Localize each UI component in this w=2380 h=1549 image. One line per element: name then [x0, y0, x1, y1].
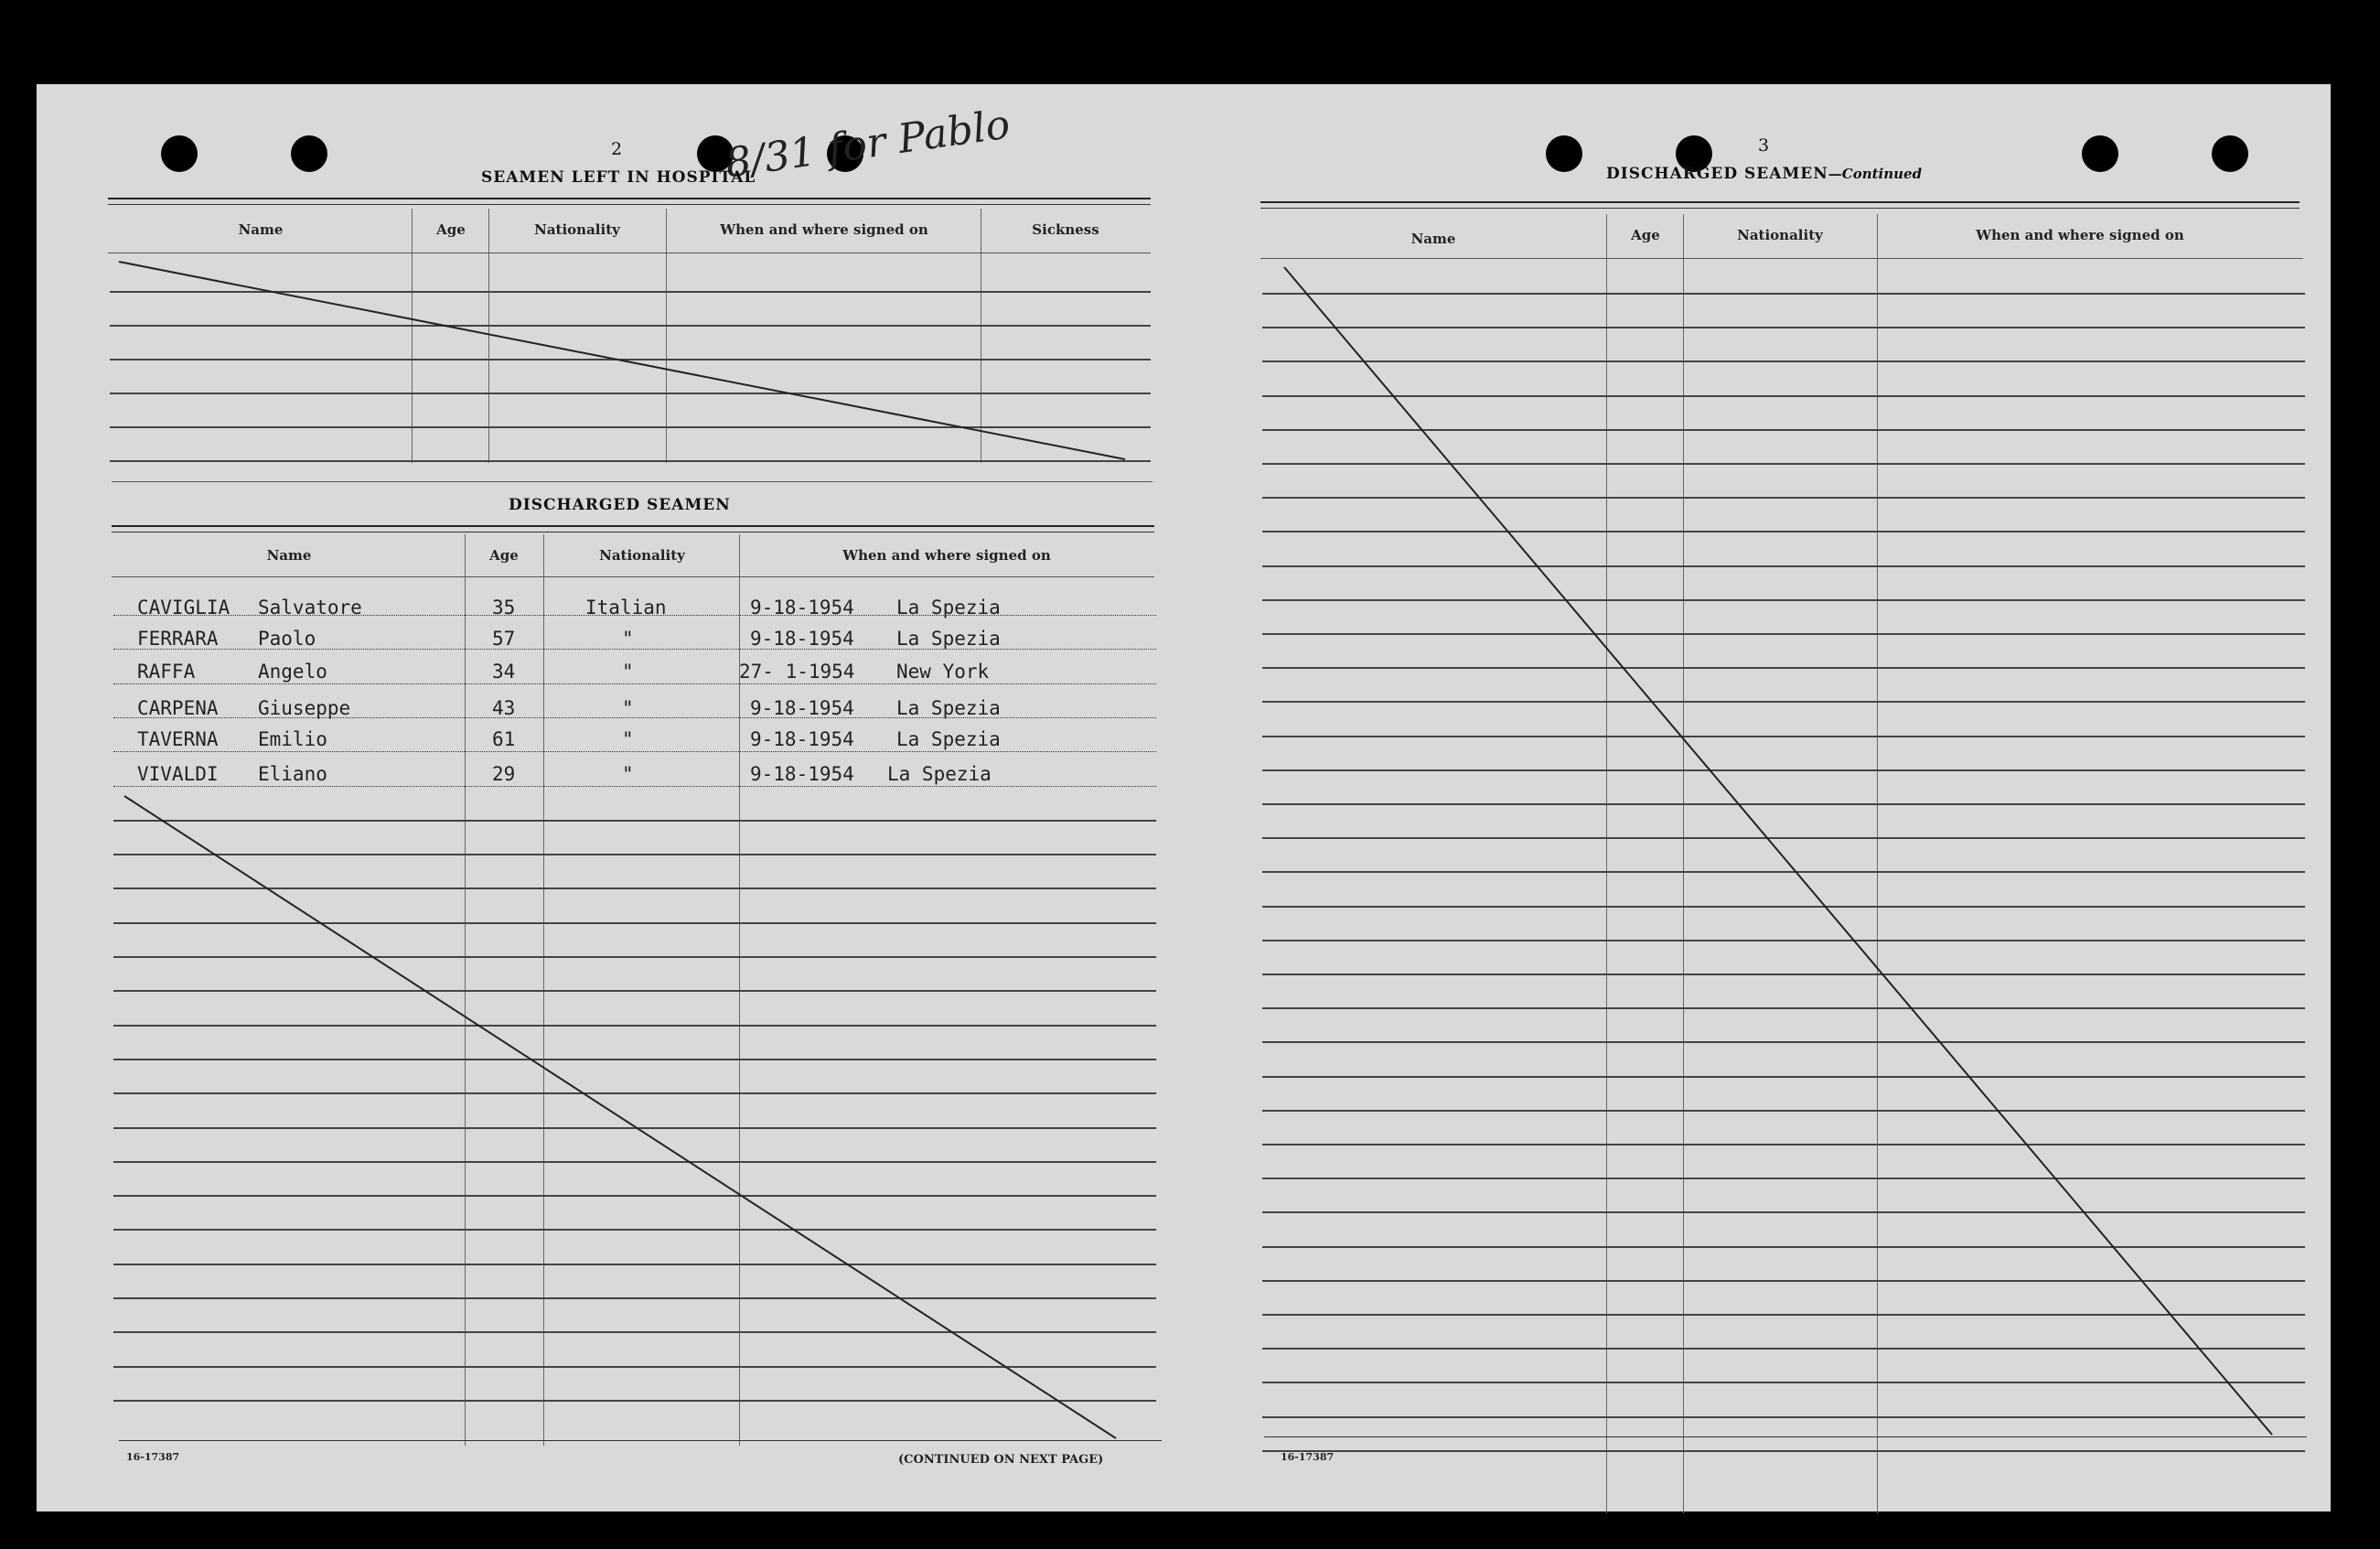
seaman-nationality: "	[622, 628, 634, 650]
left-cancel-lines	[37, 84, 1184, 1511]
seaman-given-name: Emilio	[258, 728, 327, 750]
form-number: 16-17387	[126, 1451, 180, 1463]
discharged-col-nationality: Nationality	[599, 547, 685, 564]
signed-on-date: 9-18-1954	[750, 763, 854, 785]
signed-on-place: New York	[896, 661, 990, 683]
signed-on-place: La Spezia	[896, 597, 1001, 619]
signed-on-date: 9-18-1954	[750, 728, 854, 750]
signed-on-date: 9-18-1954	[750, 697, 854, 719]
right-section-title-text: DISCHARGED SEAMEN	[1606, 165, 1828, 183]
seaman-surname: CARPENA	[137, 697, 219, 719]
left-page	[37, 84, 1184, 1511]
seaman-age: 35	[492, 597, 516, 619]
seaman-age: 61	[492, 728, 516, 750]
right-col-name: Name	[1410, 231, 1456, 247]
signed-on-date: 9-18-1954	[750, 628, 854, 650]
seaman-nationality: "	[622, 763, 634, 785]
right-section-title-suffix: —Continued	[1828, 166, 1923, 182]
hospital-col-nationality: Nationality	[534, 221, 620, 238]
signed-on-date: 9-18-1954	[750, 597, 854, 619]
document-sheet	[37, 84, 2331, 1511]
seaman-age: 57	[492, 628, 516, 650]
discharged-col-signed-on: When and where signed on	[842, 547, 1051, 564]
seaman-given-name: Salvatore	[258, 597, 362, 619]
right-col-age: Age	[1631, 227, 1660, 243]
seaman-nationality: "	[622, 661, 634, 683]
discharged-section-title: DISCHARGED SEAMEN	[509, 496, 731, 514]
seaman-age: 34	[492, 661, 516, 683]
handwritten-note: 8/31 for Pablo	[722, 101, 1013, 188]
seaman-given-name: Angelo	[258, 661, 327, 683]
discharged-col-name: Name	[266, 547, 312, 564]
seaman-given-name: Eliano	[258, 763, 327, 785]
signed-on-place: La Spezia	[896, 697, 1001, 719]
page-number: 2	[611, 139, 623, 159]
seaman-age: 43	[492, 697, 516, 719]
right-cancel-lines	[1184, 84, 2331, 1511]
seaman-given-name: Giuseppe	[258, 697, 351, 719]
right-col-signed-on: When and where signed on	[1976, 227, 2184, 243]
hospital-col-sickness: Sickness	[1032, 221, 1099, 238]
signed-on-place: La Spezia	[896, 628, 1001, 650]
signed-on-place: La Spezia	[887, 763, 992, 785]
right-col-nationality: Nationality	[1737, 227, 1823, 243]
form-number: 16-17387	[1281, 1451, 1335, 1463]
right-cancel-line	[1284, 267, 2272, 1435]
discharged-cancel-line	[124, 796, 1116, 1438]
seaman-nationality: Italian	[585, 597, 667, 619]
seaman-given-name: Paolo	[258, 628, 316, 650]
seaman-surname: TAVERNA	[137, 728, 219, 750]
seaman-age: 29	[492, 763, 516, 785]
continued-note: (CONTINUED ON NEXT PAGE)	[898, 1453, 1104, 1467]
hospital-col-name: Name	[238, 221, 284, 238]
page-number: 3	[1758, 135, 1770, 156]
hospital-cancel-line	[119, 262, 1125, 459]
signed-on-date: 27- 1-1954	[739, 661, 855, 683]
seaman-surname: CAVIGLIA	[137, 597, 230, 619]
right-page	[1184, 84, 2331, 1511]
hospital-section-title: SEAMEN LEFT IN HOSPITAL	[481, 168, 756, 187]
seaman-nationality: "	[622, 697, 634, 719]
seaman-surname: FERRARA	[137, 628, 219, 650]
hospital-col-signed-on: When and where signed on	[720, 221, 928, 238]
discharged-col-age: Age	[489, 547, 519, 564]
seaman-nationality: "	[622, 728, 634, 750]
hospital-col-age: Age	[436, 221, 466, 238]
seaman-surname: RAFFA	[137, 661, 196, 683]
signed-on-place: La Spezia	[896, 728, 1001, 750]
seaman-surname: VIVALDI	[137, 763, 219, 785]
